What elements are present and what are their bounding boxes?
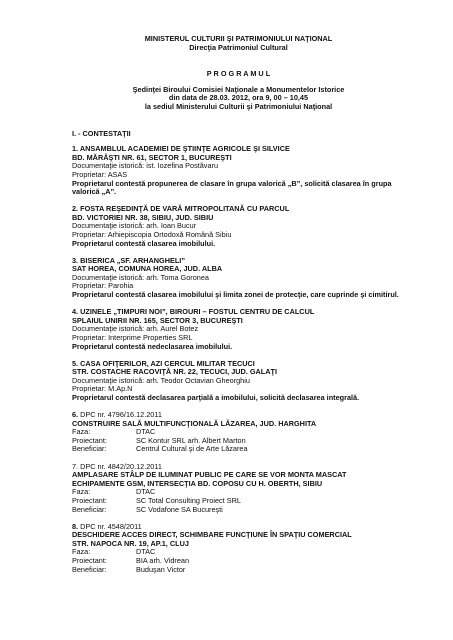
item-title: 2. FOSTA REŞEDINŢĂ DE VARĂ MITROPOLITANĂ CU PARCUL (72, 204, 290, 214)
dpc-title-cont: ECHIPAMENTE GSM, INTERSECŢIA BD. COPOSU CU H. OBERTH, SIBIU (72, 478, 323, 488)
item-owner: Proprietar: Parohia (72, 281, 134, 291)
agenda-item (72, 360, 405, 403)
dpc-beneficiary-value: SC Vodafone SA Bucureşti (136, 504, 223, 514)
item-address: SAT HOREA, COMUNA HOREA, JUD. ALBA (72, 264, 223, 274)
section-contestatii: I. - CONTESTAŢII (72, 128, 131, 138)
dpc-number: 7. (72, 461, 79, 471)
dpc-beneficiary-row (72, 506, 405, 515)
dpc-beneficiary-label: Beneficiar: (72, 504, 107, 514)
dpc-beneficiary-row (72, 566, 405, 575)
dpc-ref-text: DPC nr. 4548/2011 (78, 521, 142, 531)
meeting-title-line3: la sediul Ministerului Culturii şi Patrimoniului Naţional (144, 101, 333, 111)
directorate-header: Direcţia Patrimoniul Cultural (189, 42, 288, 52)
dpc-beneficiary-label: Beneficiar: (72, 444, 107, 454)
dpc-beneficiary-row (72, 445, 405, 454)
item-address: STR. COSTACHE RACOVIŢĂ NR. 22, TECUCI, JUD. GALAŢI (72, 367, 278, 377)
dpc-title: DESCHIDERE ACCES DIRECT, SCHIMBARE FUNCŢIUNE ÎN SPAŢIU COMERCIAL (72, 530, 352, 540)
dpc-phase-value: DTAC (136, 547, 156, 557)
dpc-phase-label: Faza: (72, 427, 91, 437)
dpc-item (72, 411, 405, 454)
dpc-beneficiary-value: Centrul Cultural şi de Arte Lăzarea (136, 444, 248, 454)
item-owner: Proprietar: M.Ap.N (72, 384, 133, 394)
dpc-designer-value: BIA arh. Vidrean (136, 556, 190, 565)
dpc-item (72, 523, 405, 575)
dpc-designer-row (72, 497, 405, 506)
item-title: 4. UZINELE „TIMPURI NOI”, BIROURI – FOSTUL CENTRU DE CALCUL (72, 307, 315, 317)
dpc-beneficiary-value: Buduşan Victor (136, 564, 186, 574)
dpc-phase-label: Faza: (72, 547, 91, 557)
item-address: SPLAIUL UNIRII NR. 165, SECTOR 3, BUCUREŞTI (72, 315, 243, 325)
agenda-item (72, 145, 405, 197)
item-documentation: Documentaţie istorică: arh. Toma Goronea (72, 272, 209, 282)
program-title: P R O G R A M U L (206, 69, 271, 79)
dpc-designer-row (72, 557, 405, 566)
dpc-designer-label: Proiectant: (72, 495, 107, 505)
ministry-header: MINISTERUL CULTURII ŞI PATRIMONIULUI NAŢIONAL (144, 34, 333, 43)
dpc-title-cont: STR. NAPOCA NR. 19, AP.1, CLUJ (72, 538, 189, 548)
dpc-designer-label: Proiectant: (72, 435, 107, 445)
item-owner: Proprietar: ASAS (72, 169, 128, 179)
dpc-designer-value: SC Total Consulting Proiect SRL (136, 495, 241, 505)
dpc-ref-text: DPC nr. 4842/20.12.2011 (78, 461, 162, 471)
agenda-item (72, 205, 405, 248)
item-documentation: Documentaţie istorică: arh. Aurel Botez (72, 324, 199, 334)
dpc-number: 6. (72, 410, 79, 420)
dpc-title: CONSTRUIRE SALĂ MULTIFUNCŢIONALĂ LĂZAREA, JUD. HARGHITA (72, 418, 317, 428)
dpc-number: 8. (72, 521, 79, 531)
item-owner: Proprietar: Interprime Properties SRL (72, 332, 193, 342)
item-address: BD. MĂRĂŞTI NR. 61, SECTOR 1, BUCUREŞTI (72, 152, 232, 162)
item-address: BD. VICTORIEI NR. 38, SIBIU, JUD. SIBIU (72, 212, 214, 222)
dpc-phase-value: DTAC (136, 487, 156, 497)
meeting-title-line1: Şedinţei Biroului Comisiei Naţionale a Monumentelor Istorice (132, 84, 345, 94)
item-note: Proprietarul contestă clasarea imobilului. (72, 238, 216, 248)
dpc-beneficiary-label: Beneficiar: (72, 564, 107, 574)
item-documentation: Documentaţie istorică: arh. Teodor Octavian Gheorghiu (72, 375, 250, 385)
item-owner: Proprietar: Arhiepiscopia Ortodoxă Română Sibiu (72, 230, 232, 239)
dpc-item (72, 463, 405, 515)
item-title: 5. CASA OFIŢERILOR, AZI CERCUL MILITAR TECUCI (72, 358, 255, 368)
dpc-designer-value: SC Kontur SRL arh. Albert Marton (136, 435, 246, 445)
item-note: Proprietarul contestă propunerea de clasare în grupa valorică „B”, solicită clasarea în grupa valorică „A”. (72, 178, 392, 197)
dpc-title: AMPLASARE STÂLP DE ILUMINAT PUBLIC PE CARE SE VOR MONTA MASCAT (72, 470, 347, 480)
dpc-phase-value: DTAC (136, 427, 156, 437)
item-documentation: Documentaţie istorică: ist. Iozefina Postăvaru (72, 161, 219, 171)
dpc-phase-label: Faza: (72, 487, 91, 497)
agenda-item (72, 257, 405, 300)
item-note: Proprietarul contestă clasarea imobilului şi limita zonei de protecţie, care cuprinde şi cimitirul. (72, 290, 399, 300)
agenda-item (72, 308, 405, 351)
meeting-title-line2: din data de 28.03. 2012, ora 9, 00 – 10,45 (168, 93, 309, 103)
item-note: Proprietarul contestă nedeclasarea imobilului. (72, 341, 233, 351)
dpc-phase-row (72, 548, 405, 557)
item-documentation: Documentaţie istorică: arh. Ioan Bucur (72, 221, 197, 231)
dpc-designer-label: Proiectant: (72, 556, 107, 565)
dpc-ref-text: DPC nr. 4796/16.12.2011 (78, 410, 162, 420)
item-title: 1. ANSAMBLUL ACADEMIEI DE ŞTIINŢE AGRICOLE ŞI SILVICE (72, 144, 290, 154)
item-title: 3. BISERICA „SF. ARHANGHELI” (72, 255, 185, 265)
item-note: Proprietarul contestă declasarea parţială a imobilului, solicită declasarea integrală. (72, 393, 360, 402)
